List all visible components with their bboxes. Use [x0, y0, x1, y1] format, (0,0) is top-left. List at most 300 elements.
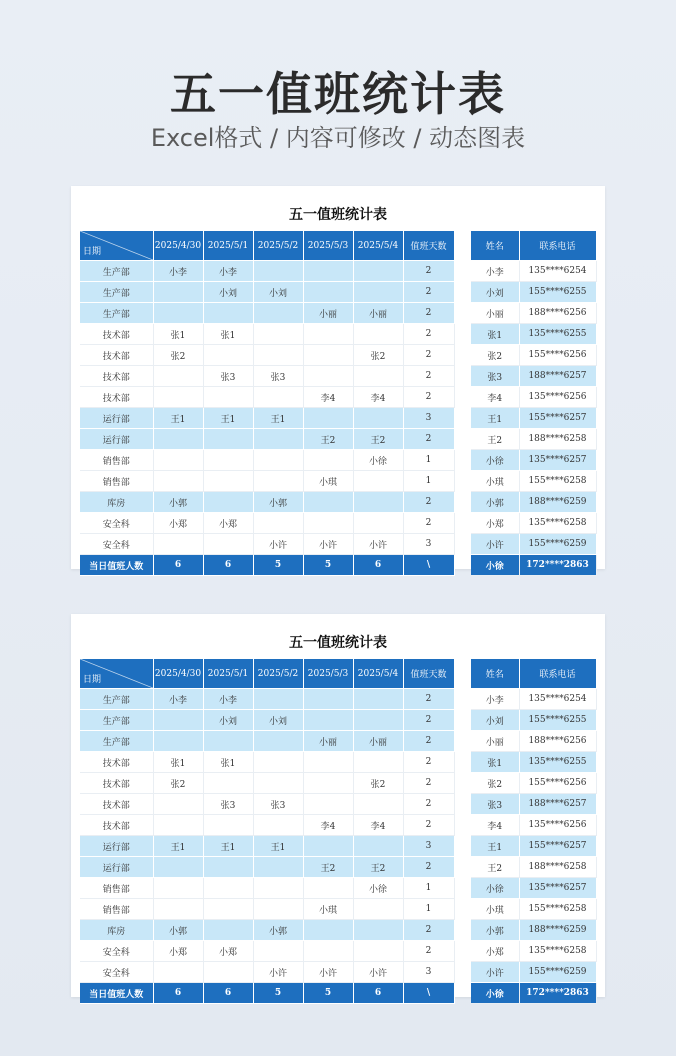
duty-cell: 王2: [353, 857, 403, 878]
contact-row: [471, 962, 596, 983]
duty-cell: [253, 752, 303, 773]
contact-name: 小徐: [471, 450, 519, 471]
hero-title: 五一值班统计表: [170, 67, 506, 121]
days-cell: 2: [403, 492, 454, 513]
days-cell: 2: [403, 689, 454, 710]
duty-cell: [353, 920, 403, 941]
days-cell: 3: [403, 408, 454, 429]
dept-cell: 安全科: [80, 941, 153, 962]
contact-name: 张2: [471, 773, 519, 794]
contact-phone: 172****2863: [519, 555, 596, 576]
table-row: [80, 731, 454, 752]
duty-cell: [203, 962, 253, 983]
table-row: [80, 513, 454, 534]
duty-cell: 小李: [153, 261, 203, 282]
duty-cell: 小许: [353, 534, 403, 555]
duty-cell: [253, 689, 303, 710]
phone-header: 联系电话: [519, 231, 596, 261]
duty-cell: 王1: [253, 836, 303, 857]
dept-cell: 销售部: [80, 878, 153, 899]
contact-phone: 188****6259: [519, 492, 596, 513]
duty-cell: [203, 345, 253, 366]
days-cell: 2: [403, 261, 454, 282]
contact-row: [471, 429, 596, 450]
contact-name: 小郑: [471, 513, 519, 534]
contact-row: [471, 345, 596, 366]
days-cell: 2: [403, 282, 454, 303]
duty-cell: [153, 710, 203, 731]
duty-cell: 小丽: [303, 303, 353, 324]
duty-cell: 小徐: [353, 878, 403, 899]
contact-phone: 135****6258: [519, 941, 596, 962]
days-cell: 2: [403, 387, 454, 408]
dept-cell: 生产部: [80, 710, 153, 731]
dept-cell: 技术部: [80, 773, 153, 794]
dept-cell: 安全科: [80, 962, 153, 983]
contact-name: 小李: [471, 261, 519, 282]
duty-cell: [253, 450, 303, 471]
contact-phone: 188****6257: [519, 366, 596, 387]
dept-cell: 技术部: [80, 366, 153, 387]
table-row: [80, 345, 454, 366]
days-cell: 2: [403, 752, 454, 773]
table-row: [80, 773, 454, 794]
table-row: [80, 752, 454, 773]
table-row: [80, 471, 454, 492]
duty-cell: [153, 282, 203, 303]
duty-cell: 小李: [203, 261, 253, 282]
duty-cell: [203, 773, 253, 794]
duty-cell: 王1: [203, 836, 253, 857]
date-header: 2025/5/3: [303, 659, 353, 689]
duty-cell: 张3: [253, 366, 303, 387]
duty-cell: 李4: [303, 815, 353, 836]
duty-cell: 王2: [303, 429, 353, 450]
contact-phone: 135****6254: [519, 261, 596, 282]
table-row: [80, 324, 454, 345]
contact-name: 王2: [471, 857, 519, 878]
contact-name: 张1: [471, 324, 519, 345]
duty-cell: [203, 534, 253, 555]
duty-cell: [353, 752, 403, 773]
duty-cell: [353, 324, 403, 345]
contact-name: 王1: [471, 836, 519, 857]
contact-name: 小刘: [471, 710, 519, 731]
contact-name: 小李: [471, 689, 519, 710]
contact-phone: 155****6258: [519, 471, 596, 492]
duty-cell: [153, 366, 203, 387]
duty-cell: [303, 752, 353, 773]
contact-row: [471, 710, 596, 731]
days-cell: 2: [403, 303, 454, 324]
phone-header: 联系电话: [519, 659, 596, 689]
days-cell: 2: [403, 857, 454, 878]
contact-name: 王1: [471, 408, 519, 429]
duty-cell: [253, 345, 303, 366]
dept-cell: 技术部: [80, 324, 153, 345]
duty-cell: [303, 878, 353, 899]
table-row: [80, 282, 454, 303]
dept-cell: 销售部: [80, 471, 153, 492]
duty-cell: [303, 513, 353, 534]
duty-cell: 小许: [303, 534, 353, 555]
contact-row: [471, 513, 596, 534]
duty-cell: [303, 282, 353, 303]
duty-cell: [303, 941, 353, 962]
date-header: 2025/5/4: [353, 231, 403, 261]
table-row: [80, 689, 454, 710]
duty-cell: [153, 857, 203, 878]
duty-cell: [153, 450, 203, 471]
duty-cell: [353, 471, 403, 492]
contact-phone: 135****6254: [519, 689, 596, 710]
header-row: [80, 231, 454, 261]
contact-name: 小郭: [471, 492, 519, 513]
days-cell: 2: [403, 941, 454, 962]
duty-cell: [303, 689, 353, 710]
table-row: [80, 303, 454, 324]
corner-header: [80, 659, 153, 689]
duty-cell: 王2: [303, 857, 353, 878]
days-cell: 2: [403, 513, 454, 534]
contact-phone: 135****6256: [519, 815, 596, 836]
name-header: 姓名: [471, 659, 519, 689]
dept-cell: 安全科: [80, 513, 153, 534]
duty-cell: [203, 492, 253, 513]
contact-phone: 155****6257: [519, 836, 596, 857]
contact-row: [471, 794, 596, 815]
contact-name: 小徐: [471, 983, 519, 1004]
total-cell: 5: [253, 555, 303, 576]
duty-cell: 小丽: [353, 303, 403, 324]
duty-cell: [153, 471, 203, 492]
duty-cell: 小丽: [353, 731, 403, 752]
table-row: [80, 450, 454, 471]
duty-cell: [253, 429, 303, 450]
days-cell: 1: [403, 471, 454, 492]
days-cell: 2: [403, 429, 454, 450]
contact-header-row: [471, 659, 596, 689]
duty-cell: 小郑: [153, 941, 203, 962]
total-row: [80, 555, 454, 576]
duty-cell: [303, 324, 353, 345]
contact-row: [471, 303, 596, 324]
duty-cell: 小琪: [303, 899, 353, 920]
total-cell: 6: [353, 555, 403, 576]
duty-cell: 张3: [253, 794, 303, 815]
contact-phone: 135****6255: [519, 752, 596, 773]
duty-cell: 小刘: [253, 282, 303, 303]
contact-row: [471, 773, 596, 794]
contact-row: [471, 555, 596, 576]
contact-row: [471, 731, 596, 752]
duty-cell: [153, 815, 203, 836]
duty-cell: [153, 387, 203, 408]
duty-cell: [253, 857, 303, 878]
contact-row: [471, 941, 596, 962]
duty-cell: [353, 941, 403, 962]
days-cell: 1: [403, 899, 454, 920]
days-cell: 1: [403, 878, 454, 899]
contact-table: [471, 231, 597, 576]
days-header: 值班天数: [403, 659, 454, 689]
dept-cell: 生产部: [80, 261, 153, 282]
contact-row: [471, 878, 596, 899]
days-cell: 2: [403, 773, 454, 794]
days-cell: 2: [403, 710, 454, 731]
dept-cell: 技术部: [80, 752, 153, 773]
duty-cell: [203, 878, 253, 899]
duty-cell: 张2: [353, 773, 403, 794]
date-header: 2025/5/1: [203, 659, 253, 689]
contact-phone: 135****6258: [519, 513, 596, 534]
contact-phone: 188****6256: [519, 731, 596, 752]
total-cell: 6: [203, 983, 253, 1004]
duty-cell: [253, 941, 303, 962]
contact-row: [471, 920, 596, 941]
contact-row: [471, 899, 596, 920]
duty-cell: [253, 387, 303, 408]
contact-phone: 188****6258: [519, 857, 596, 878]
contact-name: 张3: [471, 366, 519, 387]
contact-name: 小郑: [471, 941, 519, 962]
table-row: [80, 920, 454, 941]
contact-name: 小郭: [471, 920, 519, 941]
duty-cell: [153, 962, 203, 983]
contact-phone: 135****6256: [519, 387, 596, 408]
duty-cell: [253, 471, 303, 492]
duty-cell: 王2: [353, 429, 403, 450]
duty-cell: 张1: [153, 752, 203, 773]
contact-phone: 135****6257: [519, 450, 596, 471]
contact-phone: 155****6255: [519, 282, 596, 303]
duty-cell: [203, 303, 253, 324]
dept-cell: 销售部: [80, 899, 153, 920]
duty-cell: [253, 731, 303, 752]
date-header: 2025/4/30: [153, 659, 203, 689]
contact-phone: 155****6259: [519, 534, 596, 555]
dept-cell: 库房: [80, 920, 153, 941]
contact-phone: 155****6256: [519, 345, 596, 366]
duty-cell: [153, 534, 203, 555]
sheet-title: 五一值班统计表: [289, 635, 387, 651]
duty-cell: [353, 492, 403, 513]
contact-row: [471, 983, 596, 1004]
duty-cell: [353, 408, 403, 429]
days-cell: 1: [403, 450, 454, 471]
contact-name: 小徐: [471, 555, 519, 576]
table-row: [80, 366, 454, 387]
days-cell: 2: [403, 366, 454, 387]
duty-cell: [303, 261, 353, 282]
duty-table: [80, 659, 455, 1004]
dept-cell: 技术部: [80, 345, 153, 366]
duty-cell: [153, 303, 203, 324]
contact-row: [471, 366, 596, 387]
duty-cell: 小郭: [153, 920, 203, 941]
duty-cell: 小郑: [153, 513, 203, 534]
total-row: [80, 983, 454, 1004]
duty-cell: [253, 899, 303, 920]
total-label: 当日值班人数: [80, 983, 153, 1004]
date-header: 2025/4/30: [153, 231, 203, 261]
contact-name: 小刘: [471, 282, 519, 303]
duty-cell: [353, 366, 403, 387]
contact-name: 小丽: [471, 731, 519, 752]
duty-cell: [203, 920, 253, 941]
corner-label: 日期: [83, 247, 102, 257]
hero-subtitle: Excel格式 / 内容可修改 / 动态图表: [150, 124, 526, 152]
days-cell: 2: [403, 731, 454, 752]
contact-row: [471, 689, 596, 710]
contact-row: [471, 387, 596, 408]
duty-cell: [303, 773, 353, 794]
duty-cell: 张2: [153, 773, 203, 794]
date-header: 2025/5/2: [253, 231, 303, 261]
days-cell: 3: [403, 962, 454, 983]
duty-cell: [153, 429, 203, 450]
duty-cell: 小刘: [203, 282, 253, 303]
contact-name: 小徐: [471, 878, 519, 899]
dept-cell: 生产部: [80, 282, 153, 303]
contact-name: 张1: [471, 752, 519, 773]
duty-cell: [203, 899, 253, 920]
duty-cell: [203, 387, 253, 408]
duty-cell: 王1: [253, 408, 303, 429]
total-days-cell: \: [403, 983, 454, 1004]
duty-cell: [153, 899, 203, 920]
dept-cell: 运行部: [80, 429, 153, 450]
table-row: [80, 261, 454, 282]
duty-cell: [353, 899, 403, 920]
duty-cell: [353, 282, 403, 303]
duty-cell: [303, 345, 353, 366]
dept-cell: 运行部: [80, 408, 153, 429]
dept-cell: 运行部: [80, 836, 153, 857]
duty-cell: 小许: [253, 534, 303, 555]
contact-name: 小许: [471, 534, 519, 555]
duty-cell: [253, 513, 303, 534]
duty-cell: 张2: [153, 345, 203, 366]
duty-cell: [353, 794, 403, 815]
contact-phone: 188****6259: [519, 920, 596, 941]
table-row: [80, 492, 454, 513]
duty-cell: 小琪: [303, 471, 353, 492]
contact-row: [471, 492, 596, 513]
contact-phone: 155****6255: [519, 710, 596, 731]
contact-row: [471, 324, 596, 345]
total-days-cell: \: [403, 555, 454, 576]
total-cell: 6: [353, 983, 403, 1004]
duty-cell: [203, 429, 253, 450]
total-cell: 6: [153, 983, 203, 1004]
table-row: [80, 408, 454, 429]
duty-cell: 小刘: [253, 710, 303, 731]
date-header: 2025/5/1: [203, 231, 253, 261]
contact-name: 李4: [471, 815, 519, 836]
dept-cell: 安全科: [80, 534, 153, 555]
duty-cell: 李4: [303, 387, 353, 408]
duty-cell: 小徐: [353, 450, 403, 471]
header-row: [80, 659, 454, 689]
duty-cell: [353, 710, 403, 731]
total-cell: 6: [203, 555, 253, 576]
days-cell: 2: [403, 324, 454, 345]
duty-cell: 李4: [353, 815, 403, 836]
contact-row: [471, 836, 596, 857]
contact-phone: 155****6258: [519, 899, 596, 920]
duty-cell: 小许: [253, 962, 303, 983]
contact-phone: 135****6257: [519, 878, 596, 899]
duty-cell: [303, 836, 353, 857]
contact-row: [471, 261, 596, 282]
table-row: [80, 941, 454, 962]
duty-cell: [203, 731, 253, 752]
duty-cell: 张3: [203, 794, 253, 815]
duty-cell: [353, 689, 403, 710]
duty-cell: [303, 794, 353, 815]
dept-cell: 技术部: [80, 387, 153, 408]
duty-cell: 王1: [153, 836, 203, 857]
contact-name: 张2: [471, 345, 519, 366]
name-header: 姓名: [471, 231, 519, 261]
total-cell: 5: [303, 555, 353, 576]
table-row: [80, 857, 454, 878]
date-header: 2025/5/3: [303, 231, 353, 261]
table-row: [80, 899, 454, 920]
duty-cell: 小李: [153, 689, 203, 710]
days-cell: 2: [403, 920, 454, 941]
duty-cell: 小许: [353, 962, 403, 983]
contact-row: [471, 450, 596, 471]
total-label: 当日值班人数: [80, 555, 153, 576]
contact-phone: 188****6256: [519, 303, 596, 324]
days-header: 值班天数: [403, 231, 454, 261]
duty-cell: [253, 815, 303, 836]
contact-phone: 188****6257: [519, 794, 596, 815]
contact-phone: 155****6256: [519, 773, 596, 794]
date-header: 2025/5/2: [253, 659, 303, 689]
duty-cell: [303, 408, 353, 429]
contact-row: [471, 857, 596, 878]
duty-cell: [353, 261, 403, 282]
contact-row: [471, 534, 596, 555]
duty-cell: [153, 731, 203, 752]
duty-table: [80, 231, 455, 576]
duty-cell: [253, 773, 303, 794]
duty-cell: [203, 857, 253, 878]
dept-cell: 生产部: [80, 689, 153, 710]
contact-table: [471, 659, 597, 1004]
duty-cell: 王1: [203, 408, 253, 429]
contact-name: 李4: [471, 387, 519, 408]
duty-cell: [303, 492, 353, 513]
duty-cell: 张3: [203, 366, 253, 387]
total-cell: 6: [153, 555, 203, 576]
duty-cell: [253, 303, 303, 324]
duty-cell: 小郭: [253, 492, 303, 513]
contact-phone: 135****6255: [519, 324, 596, 345]
contact-row: [471, 815, 596, 836]
dept-cell: 生产部: [80, 731, 153, 752]
dept-cell: 销售部: [80, 450, 153, 471]
contact-name: 小丽: [471, 303, 519, 324]
table-row: [80, 878, 454, 899]
contact-phone: 188****6258: [519, 429, 596, 450]
contact-name: 王2: [471, 429, 519, 450]
duty-cell: 小郑: [203, 941, 253, 962]
corner-header: [80, 231, 153, 261]
